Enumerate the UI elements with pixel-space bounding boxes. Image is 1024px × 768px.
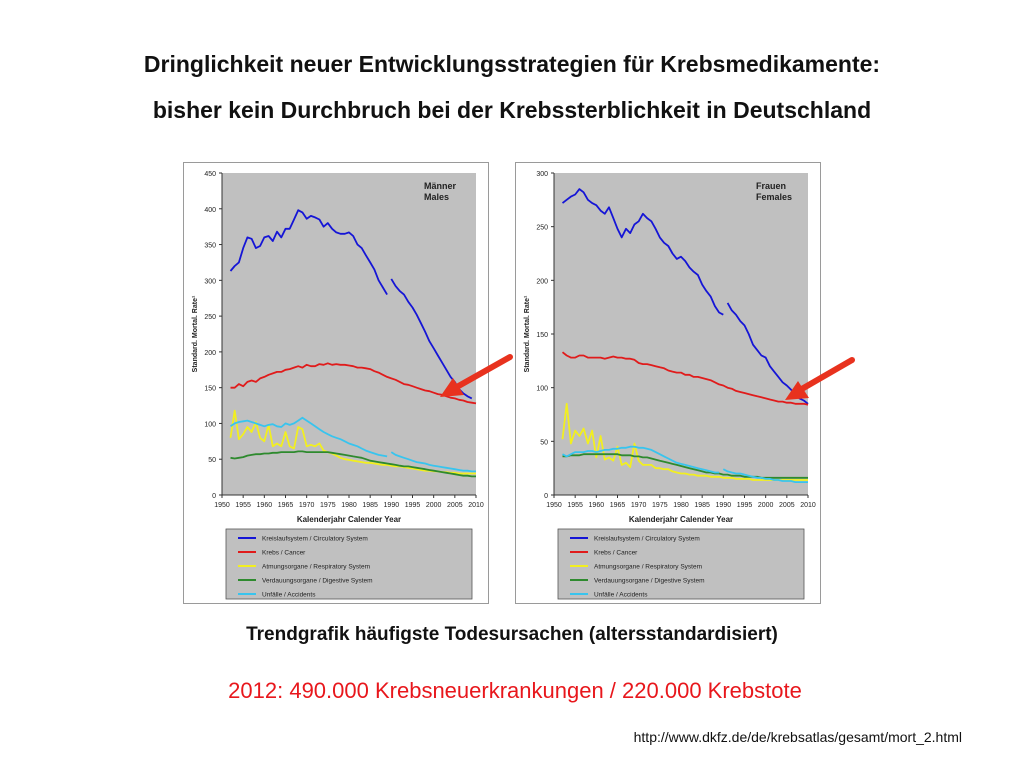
panel-label-english: Males	[424, 192, 450, 202]
y-tick-label: 100	[204, 421, 216, 429]
x-tick-label: 1990	[715, 502, 732, 509]
x-tick-label: 1950	[546, 502, 562, 509]
x-tick-label: 1980	[341, 502, 357, 509]
x-tick-label: 1975	[320, 502, 336, 509]
panel-label-english: Females	[756, 192, 793, 202]
x-tick-label: 1950	[214, 502, 230, 509]
y-tick-label: 300	[536, 171, 548, 178]
x-tick-label: 2005	[447, 502, 463, 509]
y-tick-label: 450	[204, 171, 216, 178]
y-tick-label: 250	[204, 314, 216, 322]
y-tick-label: 400	[204, 206, 216, 214]
x-tick-label: 1975	[652, 502, 668, 509]
legend-label-digestive: Verdauungsorgane / Digestive System	[594, 577, 705, 585]
slide-title-line-2: bisher kein Durchbruch bei der Krebssterblichkeit in Deutschland	[152, 97, 872, 123]
y-tick-label: 150	[204, 385, 216, 393]
x-tick-label: 1985	[362, 502, 378, 509]
x-tick-label: 1955	[567, 502, 583, 509]
x-axis-title: Kalenderjahr Calender Year	[628, 515, 734, 524]
x-tick-label: 1970	[630, 502, 647, 509]
x-tick-label: 1970	[298, 502, 315, 509]
x-tick-label: 1960	[588, 502, 605, 509]
x-tick-label: 1980	[673, 502, 689, 509]
panel-label-german: Frauen	[756, 181, 787, 191]
panel-label-german: Männer	[424, 181, 457, 191]
y-tick-label: 350	[204, 242, 216, 250]
y-tick-label: 50	[540, 439, 548, 447]
legend-label-respiratory: Atmungsorgane / Respiratory System	[262, 563, 371, 571]
y-tick-label: 300	[204, 278, 216, 286]
legend-label-accidents: Unfälle / Accidents	[594, 591, 648, 599]
y-tick-label: 0	[212, 493, 216, 500]
y-tick-label: 0	[544, 493, 548, 500]
x-tick-label: 1985	[694, 502, 710, 509]
x-tick-label: 2010	[468, 502, 484, 509]
slide-title-line-1: Dringlichkeit neuer Entwicklungsstrategien für Krebsmedikamente:	[143, 51, 881, 77]
x-tick-label: 1965	[609, 502, 626, 509]
legend-label-respiratory: Atmungsorgane / Respiratory System	[594, 563, 703, 571]
y-tick-label: 200	[204, 349, 216, 357]
x-tick-label: 1995	[404, 502, 421, 509]
y-tick-label: 200	[536, 278, 548, 286]
x-tick-label: 1960	[256, 502, 273, 509]
y-axis-title: Standard. Mortal. Rate¹	[192, 295, 199, 373]
x-tick-label: 2005	[779, 502, 795, 509]
legend-label-cancer: Krebs / Cancer	[594, 549, 638, 557]
cancer-statistics-line: 2012: 490.000 Krebsneuerkrankungen / 220.000 Krebstote	[228, 678, 802, 703]
x-tick-label: 2000	[425, 502, 442, 509]
arrow-right-icon	[785, 360, 852, 400]
chart-caption: Trendgrafik häufigste Todesursachen (altersstandardisiert)	[246, 624, 778, 645]
y-tick-label: 150	[536, 332, 548, 339]
x-tick-label: 2010	[800, 502, 816, 509]
legend-label-accidents: Unfälle / Accidents	[262, 591, 316, 599]
legend-label-cancer: Krebs / Cancer	[262, 549, 306, 557]
y-tick-label: 100	[536, 385, 548, 393]
y-axis-title: Standard. Mortal. Rate¹	[524, 295, 531, 373]
x-axis-title: Kalenderjahr Calender Year	[296, 515, 402, 524]
x-tick-label: 2000	[757, 502, 774, 509]
x-tick-label: 1955	[235, 502, 251, 509]
arrow-left-icon	[440, 357, 510, 397]
x-tick-label: 1965	[277, 502, 294, 509]
x-tick-label: 1995	[736, 502, 753, 509]
legend-label-circulatory: Kreislaufsystem / Circulatory System	[262, 535, 368, 543]
legend-label-circulatory: Kreislaufsystem / Circulatory System	[594, 535, 700, 543]
y-tick-label: 50	[208, 457, 216, 465]
legend-label-digestive: Verdauungsorgane / Digestive System	[262, 577, 373, 585]
x-tick-label: 1990	[383, 502, 400, 509]
source-url-link[interactable]: http://www.dkfz.de/de/krebsatlas/gesamt/mort_2.html	[633, 729, 962, 745]
y-tick-label: 250	[536, 224, 548, 232]
